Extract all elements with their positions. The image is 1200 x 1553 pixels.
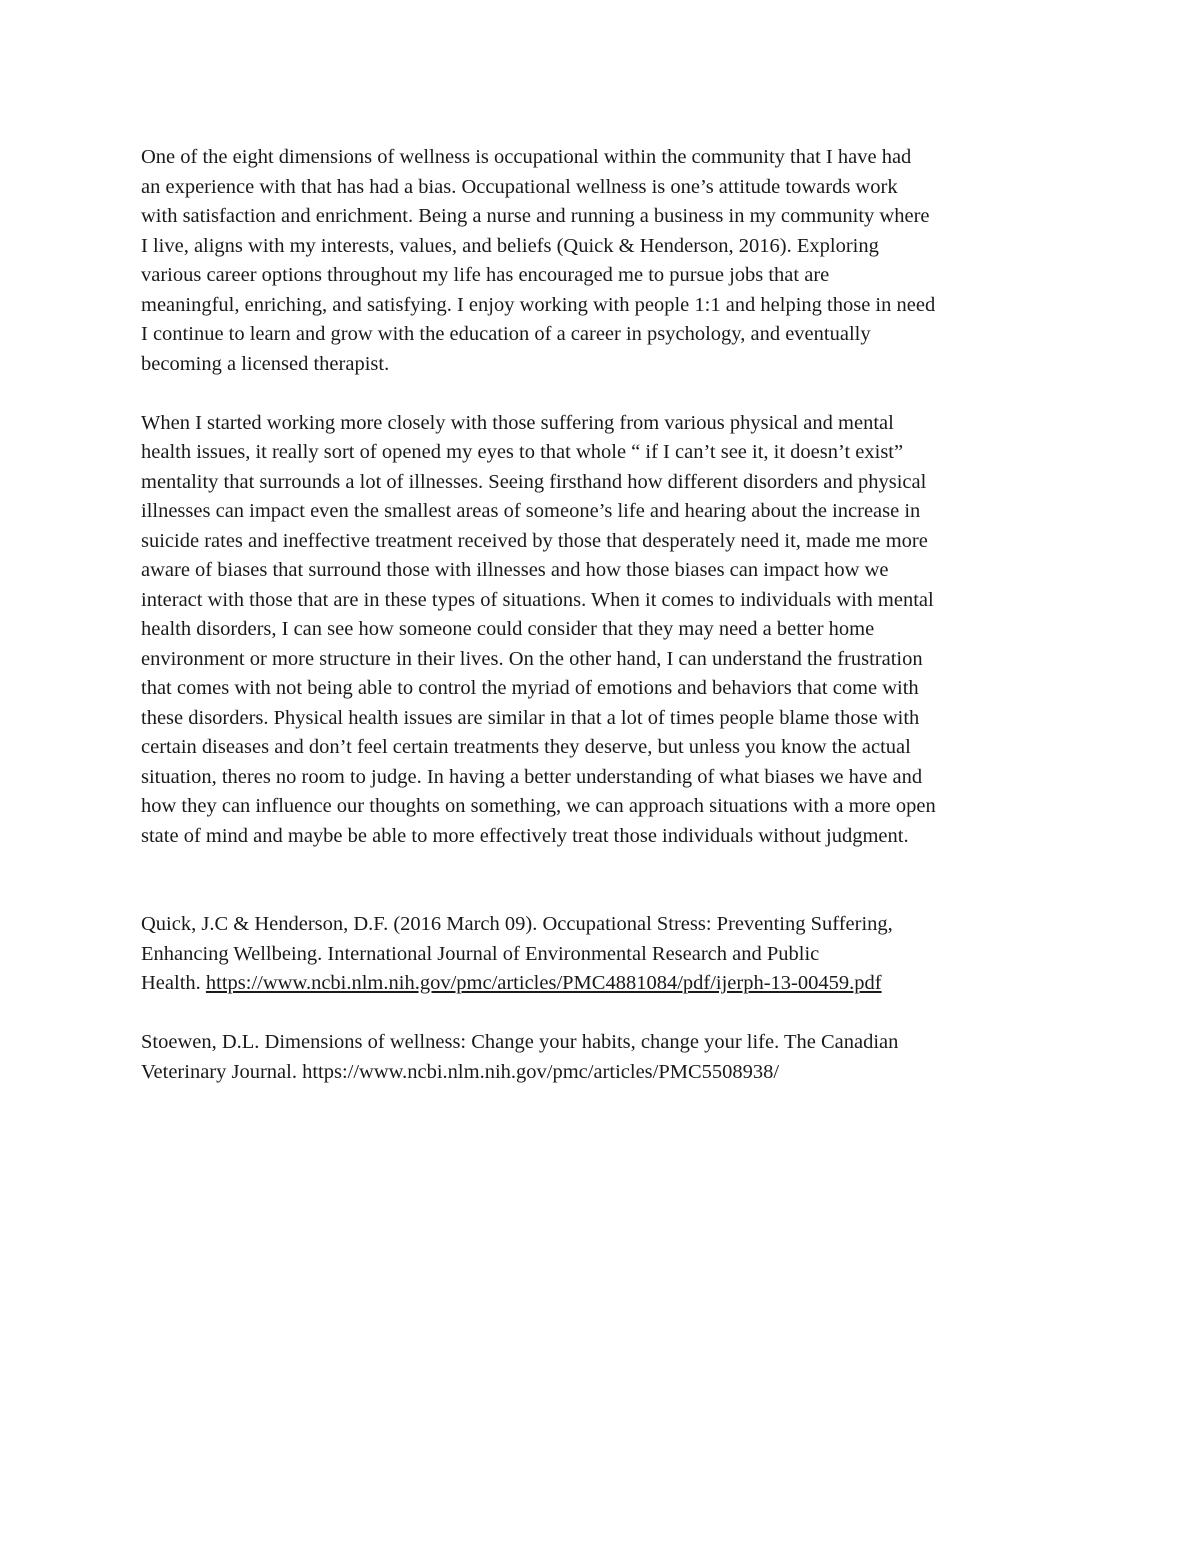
- reference-line: Stoewen, D.L. Dimensions of wellness: Change your habits, change your life. The Canadian: [141, 1031, 899, 1053]
- references-section: [141, 910, 1066, 1087]
- text-line: environment or more structure in their lives. On the other hand, I can understand the frustration: [141, 647, 923, 670]
- text-line: mentality that surrounds a lot of illnesses. Seeing firsthand how different disorders and physical: [141, 470, 927, 493]
- text-line: state of mind and maybe be able to more effectively treat those individuals without judgment.: [141, 824, 909, 847]
- text-line: illnesses can impact even the smallest areas of someone’s life and hearing about the increase in: [141, 500, 921, 522]
- reference-stoewen: [141, 1028, 1066, 1087]
- section-spacer: [141, 851, 1066, 910]
- text-line: these disorders. Physical health issues are similar in that a lot of times people blame those with: [141, 706, 920, 729]
- text-line: health disorders, I can see how someone could consider that they may need a better home: [141, 618, 875, 640]
- reference-line: Veterinary Journal. https://www.ncbi.nlm.nih.gov/pmc/articles/PMC5508938/: [141, 1060, 780, 1083]
- text-line: with satisfaction and enrichment. Being a nurse and running a business in my community where: [141, 205, 930, 227]
- text-line: One of the eight dimensions of wellness is occupational within the community that I have had: [141, 146, 912, 168]
- text-line: an experience with that has had a bias. Occupational wellness is one’s attitude towards work: [141, 175, 898, 198]
- text-line: various career options throughout my life has encouraged me to pursue jobs that are: [141, 264, 830, 286]
- reference-line: [141, 969, 1066, 999]
- text-line: I continue to learn and grow with the education of a career in psychology, and eventually: [141, 323, 871, 345]
- text-line: situation, theres no room to judge. In having a better understanding of what biases we have and: [141, 765, 923, 788]
- text-line: that comes with not being able to control the myriad of emotions and behaviors that come with: [141, 677, 919, 699]
- reference-link-pmc4881084[interactable]: https://www.ncbi.nlm.nih.gov/pmc/articles/PMC4881084/pdf/ijerph-13-00459.pdf: [205, 972, 882, 994]
- text-line: interact with those that are in these types of situations. When it comes to individuals with mental: [141, 588, 934, 611]
- text-line: certain diseases and don’t feel certain treatments they deserve, but unless you know the actual: [141, 736, 911, 758]
- text-line: I live, aligns with my interests, values, and beliefs (Quick & Henderson, 2016). Exploring: [141, 234, 879, 257]
- text-line: suicide rates and ineffective treatment received by those that desperately need it, made me more: [141, 529, 928, 552]
- text-line: meaningful, enriching, and satisfying. I enjoy working with people 1:1 and helping those in need: [141, 293, 936, 316]
- text-line: health issues, it really sort of opened my eyes to that whole “ if I can’t see it, it doesn’t exist”: [141, 441, 904, 463]
- text-line: how they can influence our thoughts on something, we can approach situations with a more open: [141, 795, 936, 817]
- paragraph-occupational-wellness: [141, 143, 1066, 379]
- text-line: aware of biases that surround those with illnesses and how those biases can impact how we: [141, 559, 889, 581]
- text-line: When I started working more closely with those suffering from various physical and mental: [141, 411, 894, 434]
- reference-quick-henderson: [141, 910, 1066, 999]
- paragraph-biases: [141, 409, 1066, 852]
- document-body: [141, 143, 1066, 1087]
- reference-line: Quick, J.C & Henderson, D.F. (2016 March 09). Occupational Stress: Preventing Suffering,: [141, 913, 893, 935]
- text-line: becoming a licensed therapist.: [141, 352, 390, 375]
- reference-line: Enhancing Wellbeing. International Journal of Environmental Research and Public: [141, 942, 820, 965]
- reference-prefix: Health.: [141, 972, 206, 994]
